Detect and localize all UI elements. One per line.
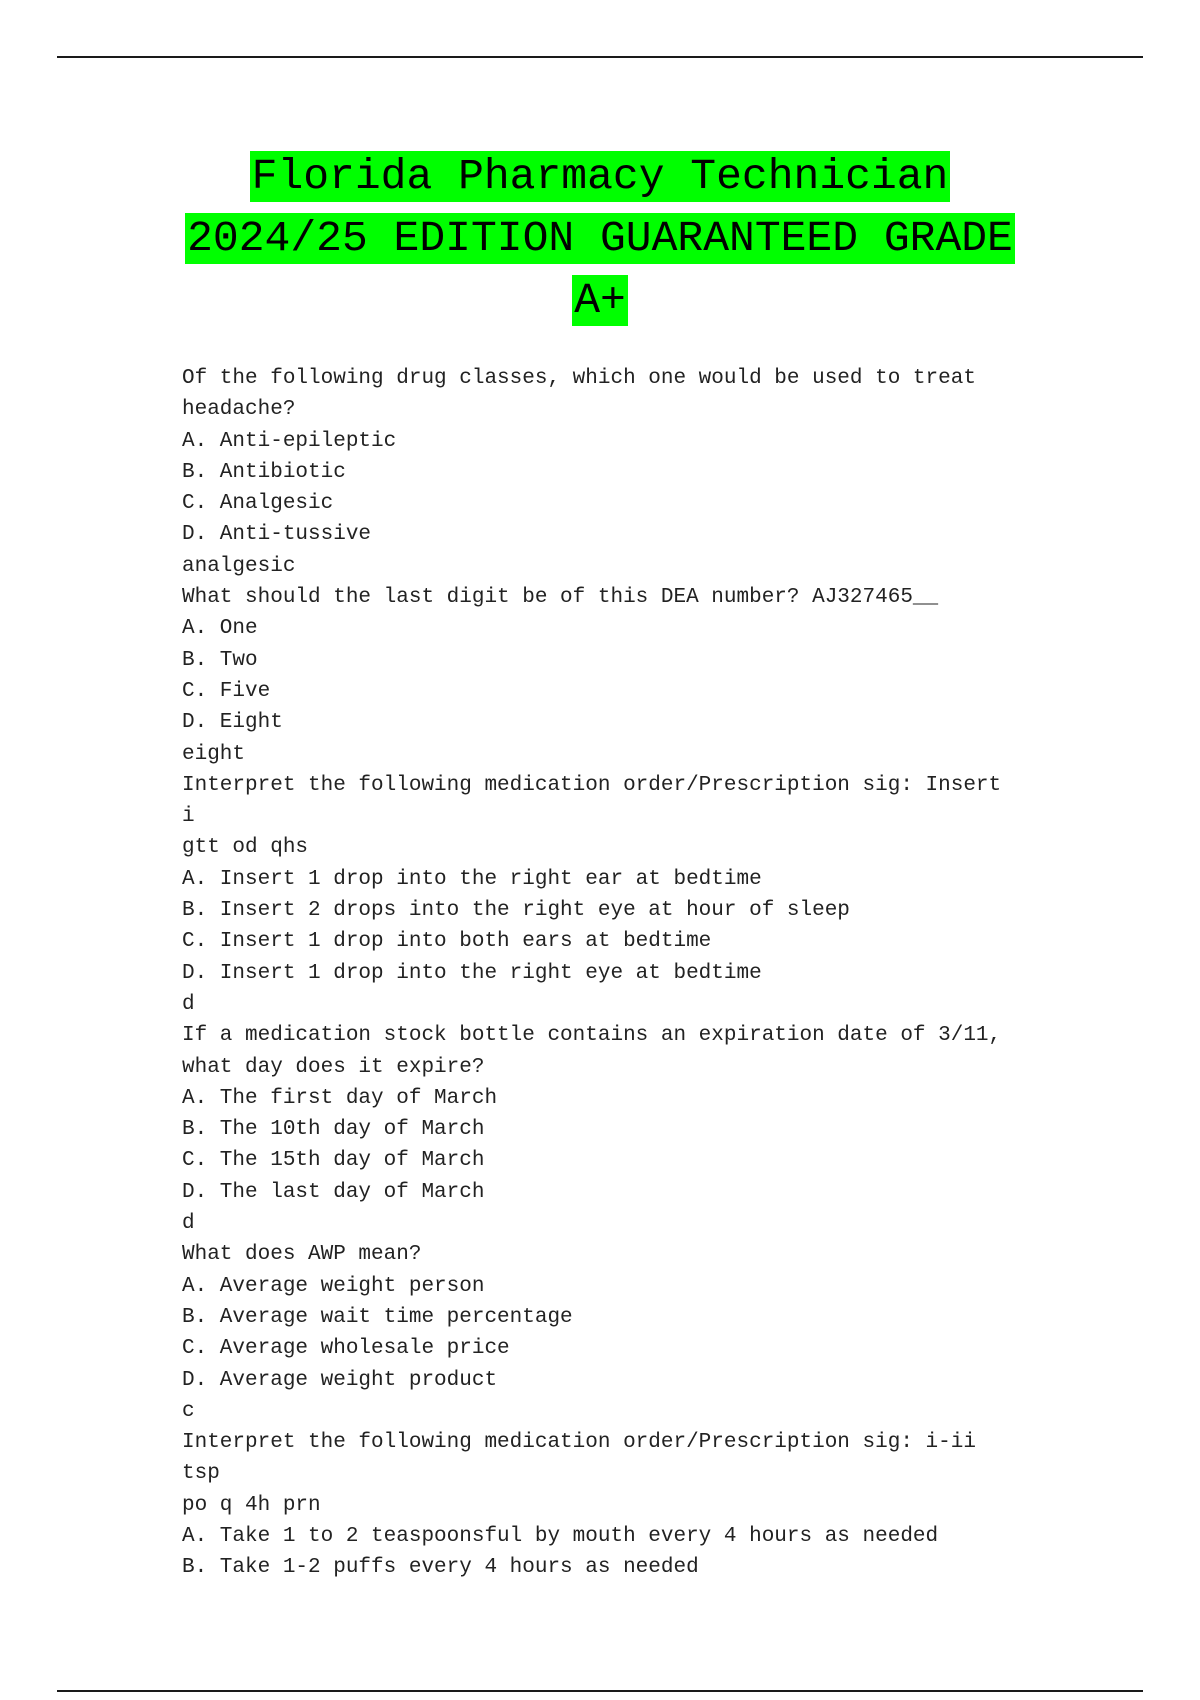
text-line: Interpret the following medication order/Prescription sig: i-ii tsp [182,1431,989,1486]
text-line: D. Eight [182,711,283,735]
text-line: A. One [182,617,258,641]
text-line: eight [182,742,246,766]
text-line: A. Anti-epileptic [182,429,397,453]
text-line: C. The 15th day of March [182,1149,485,1173]
text-line: What does AWP mean? [182,1243,422,1267]
text-line: Interpret the following medication order/Prescription sig: Insert i [182,773,1014,829]
text-line: If a medication stock bottle contains an expiration date of 3/11, [182,1024,1002,1048]
text-line: Of the following drug classes, which one would be used to treat [182,367,976,390]
text-line: B. Insert 2 drops into the right eye at hour of sleep [182,899,850,923]
title-line-2: 2024/25 EDITION GUARANTEED GRADE [187,214,1013,263]
text-line: C. Analgesic [182,492,334,516]
text-line: C. Five [182,679,271,703]
text-line: B. Antibiotic [182,460,346,484]
text-line: C. Insert 1 drop into both ears at bedtime [182,930,712,954]
text-line: C. Average wholesale price [182,1337,510,1361]
document-title [100,146,1100,332]
text-line: c [182,1399,195,1423]
text-line: D. Average weight product [182,1368,498,1392]
text-line: What should the last digit be of this DEA number? AJ327465__ [182,586,939,610]
text-line: analgesic [182,554,296,578]
text-line: A. The first day of March [182,1086,498,1110]
question-list [182,363,1022,1584]
text-line: d [182,992,195,1016]
text-line: B. The 10th day of March [182,1118,485,1142]
text-line: B. Take 1-2 puffs every 4 hours as needed [182,1556,699,1580]
text-line: A. Insert 1 drop into the right ear at bedtime [182,867,762,891]
text-line: D. Anti-tussive [182,523,372,547]
title-line-1: Florida Pharmacy Technician [251,152,949,201]
text-line: B. Two [182,648,258,672]
text-line: headache? [182,398,296,422]
header-rule [57,56,1143,58]
text-line: A. Average weight person [182,1274,485,1298]
text-line: d [182,1212,195,1236]
text-line: D. Insert 1 drop into the right eye at bedtime [182,961,762,985]
text-line: what day does it expire? [182,1055,485,1079]
text-line: gtt od qhs [182,836,309,860]
text-line: po q 4h prn [182,1493,321,1517]
title-line-3: A+ [574,276,626,325]
text-line: B. Average wait time percentage [182,1305,573,1329]
text-line: A. Take 1 to 2 teaspoonsful by mouth every 4 hours as needed [182,1524,939,1548]
text-line: D. The last day of March [182,1180,485,1204]
footer-rule [57,1690,1143,1692]
